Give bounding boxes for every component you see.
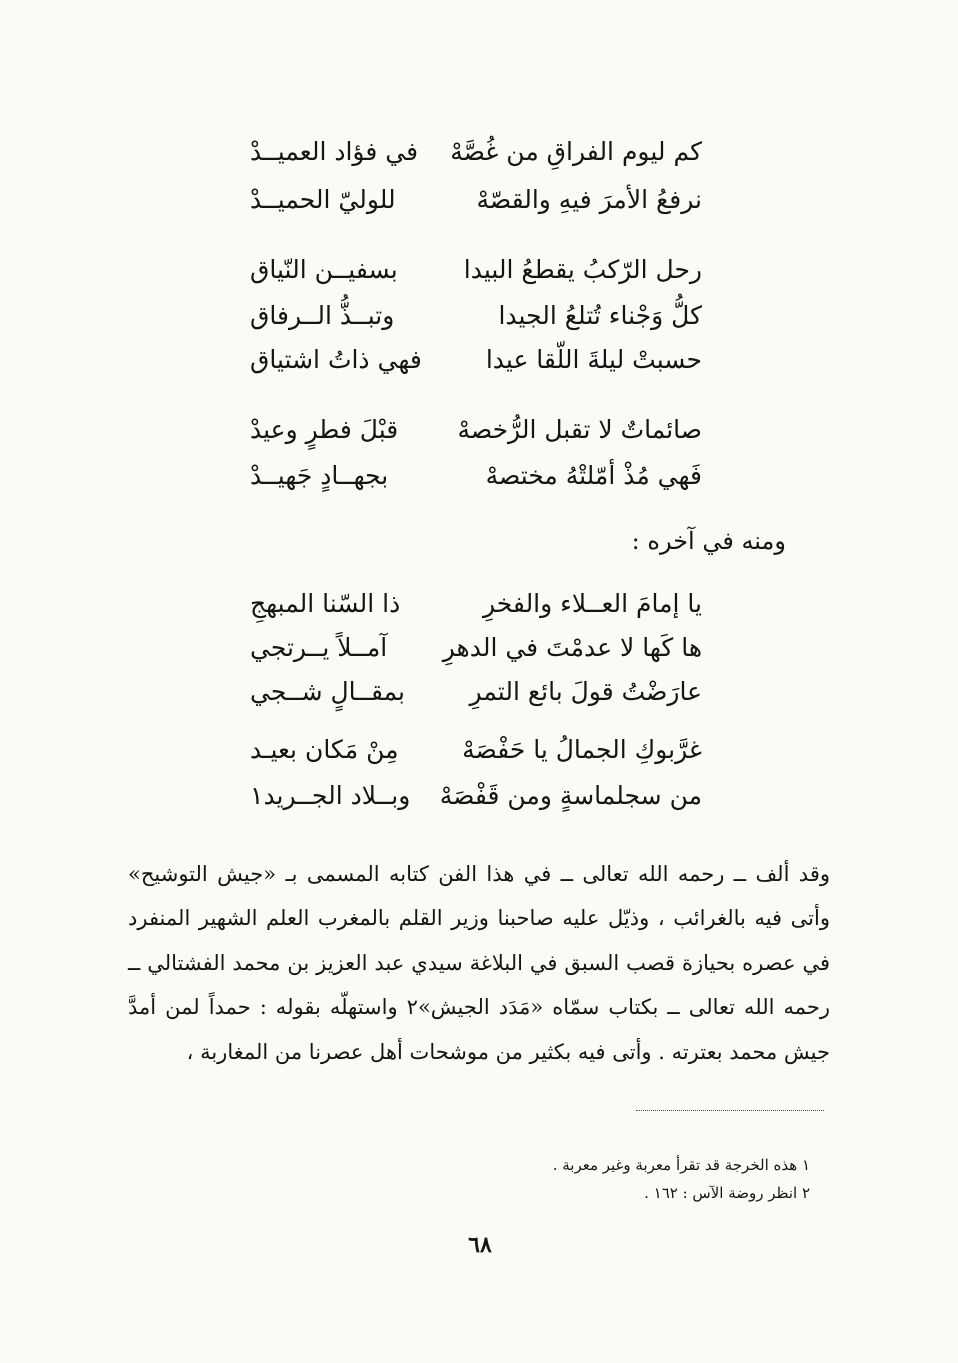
verse-hemistich-first: من سجلماسةٍ ومن قَفْصَهْ	[439, 781, 702, 810]
footnote: ٢ انظر روضة الآس : ١٦٢ .	[644, 1184, 810, 1202]
verse-hemistich-first: نرفعُ الأمرَ فيهِ والقصّهْ	[476, 185, 702, 214]
verse-line	[250, 132, 702, 172]
verse-hemistich-second: بجهــادٍ جَهيــدْ	[250, 461, 389, 490]
verse-hemistich-first: عارَضْتُ قولَ بائع التمرِ	[469, 677, 702, 706]
verse-hemistich-second: فهي ذاتُ اشتياق	[250, 345, 422, 374]
verse-line	[250, 456, 702, 496]
verse-hemistich-first: صائماتٌ لا تقبل الرُّخصهْ	[457, 415, 702, 444]
verse-line	[250, 628, 702, 668]
verse-hemistich-first: غرَّبوكِ الجمالُ يا حَفْصَهْ	[462, 735, 702, 764]
body-paragraph: وقد ألف ــ رحمه الله تعالى ــ في هذا الفن كتابه المسمى بـ «جيش التوشيح» وأتى فيه بالغرائب ، وذيّل عليه صاحبنا وزير القلم بالمغرب العلم الشهير المنفرد في عصره بحيازة قصب السبق في البلاغة سيدي عبد العزيز بن محمد الفشتالي ــ رحمه الله تعالى ــ بكتاب سمّاه «مَدَد الجيش»٢ واستهلّه بقوله : حمداً لمن أمدَّ جيش محمد بعترته . وأتى فيه بكثير من موشحات أهل عصرنا من المغاربة ،	[128, 862, 831, 1064]
verse-hemistich-second: وبــلاد الجــريد١	[250, 781, 411, 810]
verse-hemistich-second: وتبــذُّ الــرفاق	[250, 301, 395, 330]
verse-hemistich-second: ذا السّنا المبهجِ	[250, 589, 401, 618]
verse-hemistich-first: كلُّ وَجْناء تُتلعُ الجيدا	[498, 301, 702, 330]
footnote: ١ هذه الخرجة قد تقرأ معربة وغير معربة .	[552, 1156, 810, 1174]
verse-line	[250, 180, 702, 220]
verse-hemistich-first: ها كَها لا عدمْتَ في الدهرِ	[442, 633, 702, 662]
verse-hemistich-second: مِنْ مَكان بعيـد	[250, 735, 399, 764]
section-intro: ومنه في آخره :	[631, 527, 786, 555]
verse-hemistich-second: آمــلاً يــرتجي	[250, 633, 388, 662]
verse-line	[250, 410, 702, 450]
verse-line	[250, 296, 702, 336]
verse-hemistich-second: في فؤاد العميــدْ	[250, 137, 419, 166]
verse-hemistich-first: رحل الرّكبُ يقطعُ البيدا	[463, 255, 702, 284]
verse-hemistich-first: كم ليوم الفراقِ من غُصَّهْ	[450, 137, 702, 166]
verse-hemistich-first: فَهي مُذْ أمّلتْهُ مختصهْ	[485, 461, 702, 490]
verse-hemistich-first: حسبتْ ليلةَ اللّقا عيدا	[485, 345, 702, 374]
verse-line	[250, 340, 702, 380]
verse-line	[250, 584, 702, 624]
verse-hemistich-second: بمقــالٍ شــجي	[250, 677, 406, 706]
verse-hemistich-second: قبْلَ فطرٍ وعيدْ	[250, 415, 399, 444]
verse-line	[250, 672, 702, 712]
verse-line	[250, 776, 702, 816]
verse-line	[250, 250, 702, 290]
verse-hemistich-first: يا إمامَ العــلاء والفخرِ	[482, 589, 702, 618]
footnote-divider	[636, 1110, 824, 1111]
page-number: ٦٨	[468, 1232, 492, 1258]
verse-hemistich-second: بسفيــن النّياق	[250, 255, 398, 284]
verse-line	[250, 730, 702, 770]
verse-hemistich-second: للوليّ الحميــدْ	[250, 185, 396, 214]
